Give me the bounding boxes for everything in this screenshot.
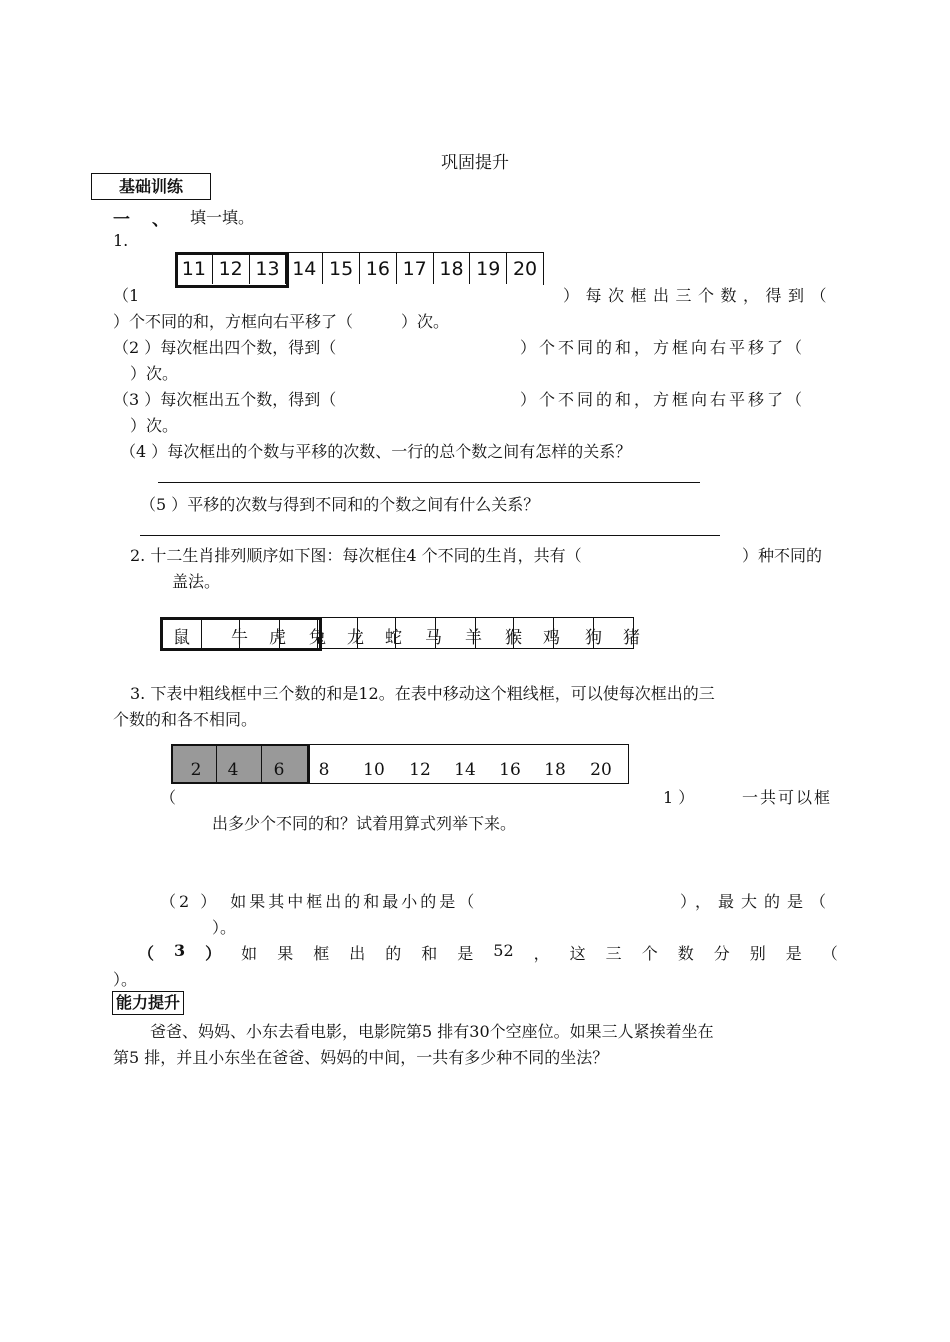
question-1-label: 1. (113, 231, 129, 250)
number-cell: 19 (469, 253, 506, 284)
bold-frame-1 (175, 252, 289, 288)
q3-sub3-char: 数 (677, 944, 694, 963)
part-separator: 、 (152, 210, 169, 230)
q3-sub2-tail: ），最大的是（ (680, 892, 834, 911)
zodiac-cell: 牛 (231, 628, 248, 648)
q1-sub1-start: （1 (113, 286, 140, 305)
q3-sub1-num: 1 ） (663, 788, 695, 807)
zodiac-cell: 羊 (465, 628, 482, 648)
zodiac-cell: 鸡 (543, 628, 560, 648)
q3-sub1-line2: 出多少个不同的和？试着用算式列举下来。 (212, 814, 517, 833)
number-cell: 12 (409, 760, 431, 780)
q3-sub3-char: 分 (713, 944, 730, 963)
zodiac-cell: 蛇 (385, 628, 402, 648)
q3-sub3-char: （ (138, 944, 155, 963)
q3-sub3-line2: ）。 (113, 970, 138, 989)
number-cell: 12 (212, 253, 249, 284)
q3-sub3-char: 出 (349, 944, 366, 963)
q1-sub2-tail: ）个不同的和，方框向右平移了（ (520, 338, 806, 357)
zodiac-cell: 虎 (269, 628, 286, 648)
zodiac-cell: 马 (425, 628, 442, 648)
q3-sub3-char: 个 (641, 944, 658, 963)
number-cell: 18 (544, 760, 566, 780)
q1-sub5: （5 ）平移的次数与得到不同和的个数之间有什么关系？ (140, 495, 540, 514)
bold-frame-3 (171, 744, 310, 784)
number-cell: 20 (506, 253, 543, 284)
bold-frame-2 (160, 617, 322, 651)
zodiac-cell: 鼠 (173, 628, 190, 648)
q3-sub3-char: ） (205, 944, 222, 963)
q3-sub2-head: （2 ） 如果其中框出的和最小的是（ (160, 892, 478, 911)
q2-tail: ）种不同的 (742, 546, 823, 565)
q3-sub3-char: 果 (277, 944, 294, 963)
q1-sub3-tail: ）个不同的和，方框向右平移了（ (520, 390, 806, 409)
number-cell: 16 (499, 760, 521, 780)
q3-sub3 (138, 941, 838, 964)
number-cell: 14 (285, 253, 322, 284)
section-heading-basic: 基础训练 (91, 173, 211, 200)
q3-sub3-char: 是 (457, 944, 474, 963)
q1-sub4: （4 ）每次框出的个数与平移的次数、一行的总个数之间有怎样的关系？ (120, 442, 632, 461)
q3-line2: 个数的和各不相同。 (113, 710, 258, 729)
page-title: 巩固提升 (441, 153, 509, 173)
q1-sub3-line2: ）次。 (130, 416, 179, 435)
q3-sub3-char: 三 (605, 944, 622, 963)
number-cell: 17 (396, 253, 433, 284)
number-cell: 20 (590, 760, 612, 780)
zodiac-cell: 猪 (623, 628, 640, 648)
q3-sub3-char: 框 (313, 944, 330, 963)
q3-sub3-char: 如 (241, 944, 258, 963)
q3-sub1-open: （ (160, 788, 177, 807)
number-cell: 14 (454, 760, 476, 780)
zodiac-cell: 龙 (347, 628, 364, 648)
number-cell: 2 (190, 760, 202, 780)
number-cell: 16 (359, 253, 396, 284)
part-instruction: 填一填。 (190, 208, 255, 227)
q3-sub2-line2: ）。 (212, 918, 237, 937)
number-cell: 6 (273, 760, 285, 780)
number-cell: 15 (322, 253, 359, 284)
q3-sub3-char: 和 (421, 944, 438, 963)
number-cell: 13 (249, 253, 286, 284)
ability-line1: 爸爸、妈妈、小东去看电影，电影院第5 排有30个空座位。如果三人紧挨着坐在 (150, 1022, 714, 1041)
q1-sub1-tail: ）每次框出三个数，得到（ (563, 286, 834, 305)
part-number: 一 (113, 210, 130, 230)
q1-sub1-line2: ）个不同的和，方框向右平移了（ ）次。 (113, 312, 450, 331)
ability-line2: 第5 排，并且小东坐在爸爸、妈妈的中间，一共有多少种不同的坐法？ (113, 1048, 609, 1067)
q3-line1: 3. 下表中粗线框中三个数的和是12。在表中移动这个粗线框，可以使每次框出的三 (130, 684, 715, 703)
q2-line2: 盖法。 (172, 572, 221, 591)
q3-sub3-char: 是 (785, 944, 802, 963)
number-cell: 10 (363, 760, 385, 780)
answer-line-2 (140, 535, 720, 536)
answer-line-1 (158, 482, 700, 483)
number-cell: 8 (318, 760, 330, 780)
q3-sub3-char: 这 (569, 944, 586, 963)
number-cell: 4 (227, 760, 239, 780)
number-cell: 11 (175, 253, 212, 284)
zodiac-cell: 狗 (585, 628, 602, 648)
q2-head: 2. 十二生肖排列顺序如下图：每次框住4 个不同的生肖，共有（ (130, 546, 582, 565)
q3-sub3-char: 的 (385, 944, 402, 963)
number-cell: 18 (433, 253, 470, 284)
zodiac-cell: 兔 (309, 628, 326, 648)
q3-sub1-tail: 一共可以框 (742, 788, 833, 807)
q1-sub3-head: （3 ）每次框出五个数，得到（ (113, 390, 337, 409)
q3-sub3-char: 别 (749, 944, 766, 963)
q3-sub3-char: ， (533, 944, 550, 963)
zodiac-cell: 猴 (505, 628, 522, 648)
q1-sub2-head: （2 ）每次框出四个数，得到（ (113, 338, 337, 357)
section-heading-ability: 能力提升 (112, 991, 184, 1015)
q3-sub3-char: （ (821, 944, 838, 963)
q3-sub3-char: 52 (493, 941, 514, 960)
q1-sub2-line2: ）次。 (130, 364, 179, 383)
q3-sub3-char: 3 (174, 941, 186, 960)
